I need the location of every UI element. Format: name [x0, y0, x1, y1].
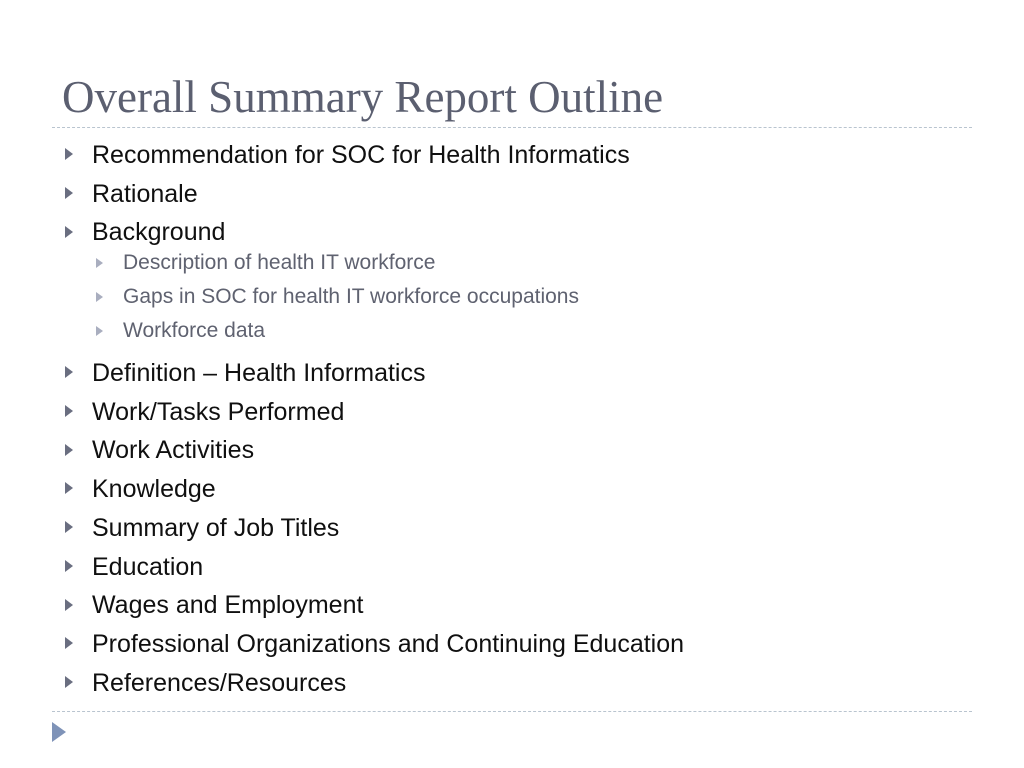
triangle-bullet-icon — [65, 599, 73, 611]
play-triangle-icon[interactable] — [52, 722, 66, 742]
triangle-bullet-icon — [96, 292, 103, 302]
outline-list — [0, 136, 684, 702]
outline-item — [0, 586, 684, 625]
triangle-bullet-icon — [65, 444, 73, 456]
footer-divider — [52, 711, 972, 712]
triangle-bullet-icon — [65, 637, 73, 649]
title-divider — [52, 127, 972, 128]
outline-item — [0, 213, 684, 252]
outline-item-label: Summary of Job Titles — [92, 513, 340, 542]
outline-item-label: Work Activities — [92, 436, 255, 465]
outline-item — [0, 509, 684, 548]
triangle-bullet-icon — [65, 482, 73, 494]
outline-item-label: Education — [92, 552, 204, 581]
outline-item-label: Recommendation for SOC for Health Informatics — [92, 141, 630, 169]
outline-item-label: Wages and Employment — [92, 591, 364, 620]
outline-subitem — [0, 316, 684, 350]
outline-item — [0, 548, 684, 587]
outline-item — [0, 470, 684, 509]
triangle-bullet-icon — [65, 676, 73, 688]
triangle-bullet-icon — [65, 560, 73, 572]
outline-item — [0, 354, 684, 393]
outline-item — [0, 625, 684, 664]
outline-subitem — [0, 282, 684, 316]
triangle-bullet-icon — [96, 258, 103, 268]
outline-item-label: Professional Organizations and Continuing Education — [92, 629, 685, 658]
outline-item — [0, 664, 684, 703]
outline-item — [0, 136, 684, 175]
slide-title: Overall Summary Report Outline — [62, 72, 664, 122]
outline-subitem — [0, 248, 684, 282]
outline-item-label: Background — [92, 218, 226, 247]
outline-item — [0, 175, 684, 214]
outline-subitem-label: Workforce data — [123, 319, 266, 343]
triangle-bullet-icon — [65, 148, 73, 160]
triangle-bullet-icon — [65, 405, 73, 417]
triangle-bullet-icon — [96, 326, 103, 336]
outline-item — [0, 393, 684, 432]
outline-item-label: References/Resources — [92, 668, 347, 697]
outline-item-label: Knowledge — [92, 475, 216, 504]
outline-subitem-label: Description of health IT workforce — [123, 251, 436, 275]
outline-item-label: Rationale — [92, 179, 198, 208]
triangle-bullet-icon — [65, 521, 73, 533]
outline-subitem-label: Gaps in SOC for health IT workforce occupations — [123, 285, 579, 309]
triangle-bullet-icon — [65, 226, 73, 238]
triangle-bullet-icon — [65, 366, 73, 378]
outline-item-label: Definition – Health Informatics — [92, 359, 426, 388]
triangle-bullet-icon — [65, 187, 73, 199]
outline-item-label: Work/Tasks Performed — [92, 397, 345, 426]
outline-item — [0, 431, 684, 470]
